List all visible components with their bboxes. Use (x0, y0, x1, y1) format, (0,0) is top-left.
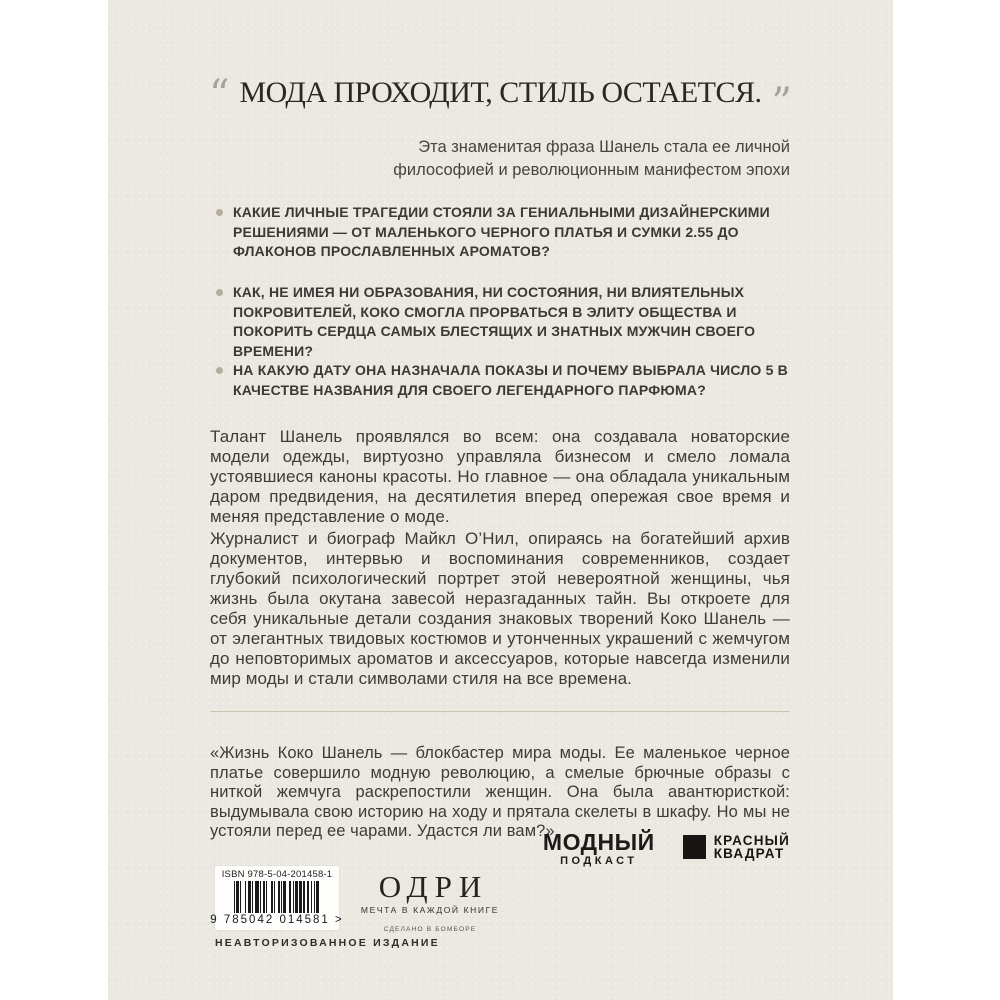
barcode (210, 866, 344, 930)
subtitle: Эта знаменитая фраза Шанель стала ее личной философией и революционным манифестом эпохи (393, 138, 790, 179)
krasny-kvadrat-line2: КВАДРАТ (713, 846, 785, 861)
publisher-name: ОДРИ (378, 869, 489, 904)
krasny-kvadrat-logo (683, 830, 790, 860)
divider-line (210, 711, 790, 712)
partner-logos (543, 830, 790, 869)
bullet-text: НА КАКУЮ ДАТУ ОНА НАЗНАЧАЛА ПОКАЗЫ И ПОЧЕМУ ВЫБРАЛА ЧИСЛО 5 В КАЧЕСТВЕ НАЗВАНИЯ ДЛЯ СВОЕГО ЛЕГЕНДАРНОГО ПАРФЮМА? (233, 362, 788, 398)
modny-podcast-logo-line2: ПОДКАСТ (560, 855, 638, 867)
bullet-dot-icon (216, 367, 223, 374)
modny-podcast-logo-line1: МОДНЫЙ (542, 829, 655, 855)
book-back-cover (108, 0, 893, 1000)
black-square-icon (683, 835, 706, 859)
bullet-dot-icon (216, 209, 223, 216)
publisher-logo (340, 869, 520, 934)
review-quote: «Жизнь Коко Шанель — блокбастер мира моды. Ее маленькое черное платье совершило модную революцию, а смелые брючные образы с ниткой жемчуга раскрепостили женщин. Она была авантюристкой: выдумывала свою историю на ходу и прятала скелеты в шкафу. Но мы не устояли перед ее чарами. Удастся ли вам?» (210, 744, 790, 840)
bullet-text: КАК, НЕ ИМЕЯ НИ ОБРАЗОВАНИЯ, НИ СОСТОЯНИЯ, НИ ВЛИЯТЕЛЬНЫХ ПОКРОВИТЕЛЕЙ, КОКО СМОГЛА ПРОРВАТЬСЯ В ЭЛИТУ ОБЩЕСТВА И ПОКОРИТЬ СЕРДЦА САМЫХ БЛЕСТЯЩИХ И ЗНАТНЫХ МУЖЧИН СВОЕГО ВРЕМЕНИ? (233, 284, 756, 359)
krasny-kvadrat-line1: КРАСНЫЙ (713, 833, 790, 848)
publisher-made-in: СДЕЛАНО В БОМБОРЕ (383, 926, 477, 933)
bullet-item (210, 283, 796, 361)
page-title: МОДА ПРОХОДИТ, СТИЛЬ ОСТАЕТСЯ. (239, 76, 762, 109)
description-paragraph: Журналист и биограф Майкл О’Нил, опираясь на богатейший архив документов, интервью и воспоминания современников, создает глубокий психологический портрет этой невероятной женщины, чья жизнь была окутана завесой неразгаданных тайн. Вы откроете для себя уникальные детали создания знаковых творений Коко Шанель — от элегантных твидовых костюмов и утонченных украшений с жемчугом до неповторимых ароматов и аксессуаров, которые навсегда изменили мир моды и стали символами стиля на все времена. (210, 529, 790, 688)
description-paragraph: Талант Шанель проявлялся во всем: она создавала новаторские модели одежды, виртуозно управляла бизнесом и смело ломала устоявшиеся каноны красоты. Но главное — она обладала уникальным даром предвидения, на десятилетия вперед опережая свое время и меняя представление о моде. (210, 427, 790, 526)
krasny-kvadrat-logo-text (714, 834, 790, 860)
open-quote-mark: “ (209, 72, 230, 118)
modny-podcast-logo (543, 830, 655, 869)
unauthorized-edition-note: НЕАВТОРИЗОВАННОЕ ИЗДАНИЕ (215, 937, 440, 949)
title-row (108, 72, 893, 126)
bullet-text: КАКИЕ ЛИЧНЫЕ ТРАГЕДИИ СТОЯЛИ ЗА ГЕНИАЛЬНЫМИ ДИЗАЙНЕРСКИМИ РЕШЕНИЯМИ — ОТ МАЛЕНЬКОГО ЧЕРНОГО ПЛАТЬЯ И СУМКИ 2.55 ДО ФЛАКОНОВ ПРОСЛАВЛЕННЫХ АРОМАТОВ? (233, 204, 770, 259)
bullet-item (210, 203, 796, 262)
bullet-dot-icon (216, 289, 223, 296)
barcode-digits: 9 785042 014581 > (210, 914, 344, 926)
publisher-tagline: МЕЧТА В КАЖДОЙ КНИГЕ (360, 905, 500, 915)
isbn-number: ISBN 978-5-04-201458-1 (221, 869, 333, 880)
close-quote-mark: ” (771, 80, 792, 126)
bullet-item (210, 361, 796, 400)
barcode-bars-icon (234, 881, 320, 913)
